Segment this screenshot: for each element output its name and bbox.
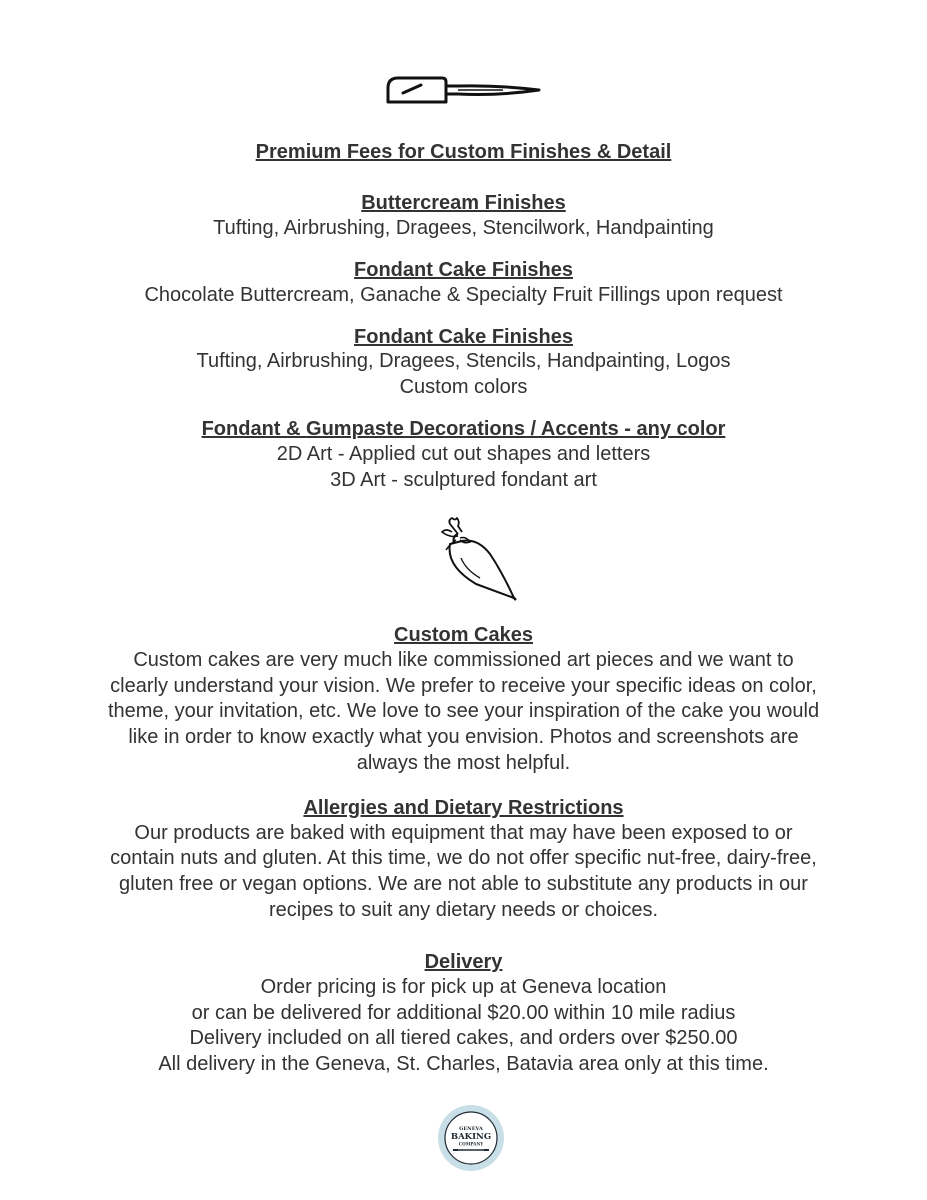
section-heading: Fondant & Gumpaste Decorations / Accents - any color [201, 418, 726, 440]
delivery-heading: Delivery [424, 951, 503, 973]
section-text: Tufting, Airbrushing, Dragees, Stencilwork, Handpainting [213, 217, 714, 239]
delivery-text: All delivery in the Geneva, St. Charles, Batavia area only at this time. [158, 1053, 769, 1075]
spatula-icon [383, 72, 545, 108]
section-text: Tufting, Airbrushing, Dragees, Stencils, Handpainting, Logos [196, 350, 731, 372]
piping-bag-icon [436, 514, 520, 604]
custom-cakes-text: clearly understand your vision. We prefer to receive your specific ideas on color, [110, 675, 817, 697]
custom-cakes-text: theme, your invitation, etc. We love to see your inspiration of the cake you would [107, 700, 820, 722]
allergies-text: gluten free or vegan options. We are not able to substitute any products in our [119, 873, 808, 895]
allergies-text: recipes to suit any dietary needs or choices. [268, 899, 659, 921]
custom-cakes-text: always the most helpful. [356, 752, 571, 774]
custom-cakes-heading: Custom Cakes [394, 624, 533, 646]
delivery-text: Order pricing is for pick up at Geneva location [260, 976, 667, 998]
company-logo [437, 1104, 505, 1172]
allergies-heading: Allergies and Dietary Restrictions [303, 797, 624, 819]
section-text: 2D Art - Applied cut out shapes and letters [276, 443, 651, 465]
section-heading: Buttercream Finishes [361, 192, 566, 214]
section-text: Custom colors [399, 376, 528, 398]
logo-line-2: BAKING [450, 1132, 492, 1142]
logo-line-1: GENEVA [459, 1126, 483, 1132]
delivery-text: Delivery included on all tiered cakes, and orders over $250.00 [189, 1027, 738, 1049]
page-title: Premium Fees for Custom Finishes & Detail [255, 141, 672, 163]
allergies-text: contain nuts and gluten. At this time, we do not offer specific nut-free, dairy-free, [110, 847, 817, 869]
logo-line-3: COMPANY [458, 1141, 484, 1147]
section-text: Chocolate Buttercream, Ganache & Specialty Fruit Fillings upon request [144, 284, 783, 306]
custom-cakes-text: like in order to know exactly what you envision. Photos and screenshots are [128, 726, 799, 748]
custom-cakes-text: Custom cakes are very much like commissioned art pieces and we want to [133, 649, 794, 671]
delivery-text: or can be delivered for additional $20.00 within 10 mile radius [191, 1002, 736, 1024]
section-heading: Fondant Cake Finishes [354, 259, 573, 281]
allergies-text: Our products are baked with equipment that may have been exposed to or [134, 822, 793, 844]
section-text: 3D Art - sculptured fondant art [330, 469, 597, 491]
section-heading: Fondant Cake Finishes [354, 326, 573, 348]
